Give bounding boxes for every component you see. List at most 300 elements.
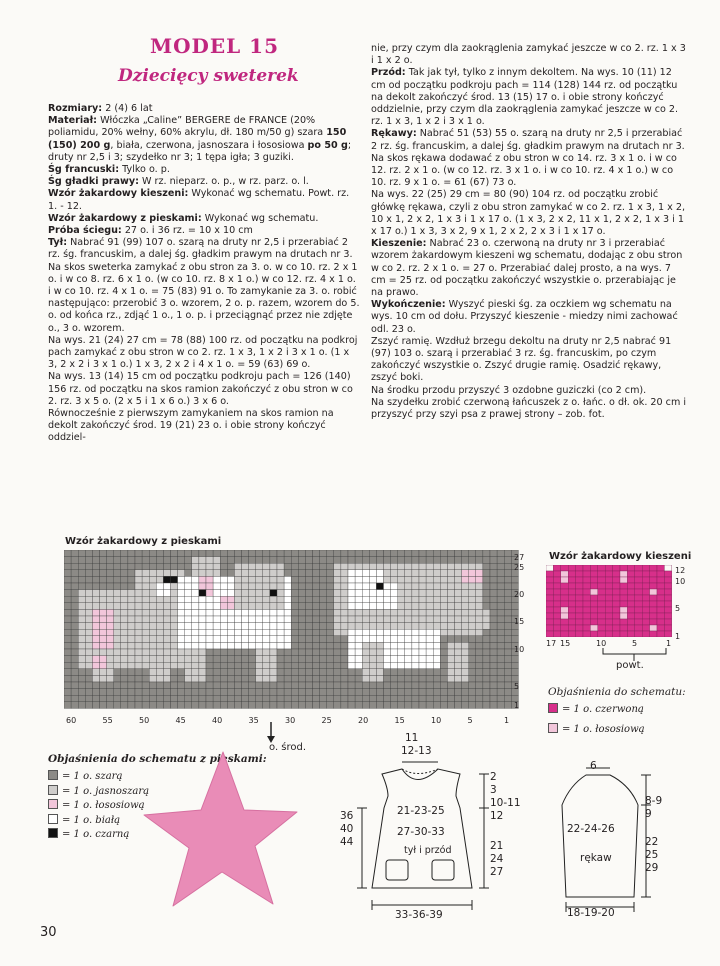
stitch-cell <box>320 695 327 702</box>
stitch-cell <box>440 702 447 709</box>
stitch-cell <box>469 596 476 603</box>
stitch-cell <box>92 603 99 610</box>
stitch-cell <box>178 675 185 682</box>
stitch-cell <box>483 642 490 649</box>
paragraph <box>48 408 360 445</box>
stitch-cell <box>483 636 490 643</box>
stitch-cell <box>483 669 490 676</box>
stitch-cell <box>391 702 398 709</box>
stitch-cell <box>71 702 78 709</box>
stitch-cell <box>192 576 199 583</box>
text-run: Tak jak tył, tylko z innym dekoltem. Na wys. 10 (11) 12 cm od początku podkroju pach = 114 (128) 144 rz. od początku na dekolt zakończyć środ. 13 (15) 17 o. i obie strony kończyć oddzielnie, przy czym dla zaokrąglenia zamykać jeszcze w co 2. rz. 1 x 3, 1 x 2 i 3 x 1 o. <box>371 67 679 128</box>
stitch-cell <box>270 642 277 649</box>
stitch-cell <box>114 689 121 696</box>
stitch-cell <box>142 583 149 590</box>
stitch-cell <box>128 682 135 689</box>
stitch-cell <box>284 603 291 610</box>
stitch-cell <box>270 629 277 636</box>
stitch-cell <box>121 656 128 663</box>
stitch-cell <box>171 649 178 656</box>
stitch-cell <box>185 675 192 682</box>
stitch-cell <box>206 557 213 564</box>
stitch-cell <box>426 642 433 649</box>
stitch-cell <box>598 631 605 637</box>
stitch-cell <box>376 656 383 663</box>
stitch-cell <box>412 616 419 623</box>
stitch-cell <box>590 619 597 625</box>
stitch-cell <box>100 649 107 656</box>
stitch-cell <box>100 550 107 557</box>
stitch-cell <box>605 571 612 577</box>
stitch-cell <box>178 702 185 709</box>
stitch-cell <box>220 590 227 597</box>
stitch-cell <box>583 577 590 583</box>
stitch-cell <box>270 662 277 669</box>
stitch-cell <box>583 607 590 613</box>
stitch-cell <box>92 662 99 669</box>
stitch-cell <box>391 695 398 702</box>
stitch-cell <box>419 669 426 676</box>
stitch-cell <box>156 590 163 597</box>
section-label: Wykończenie: <box>371 299 446 311</box>
stitch-cell <box>263 616 270 623</box>
stitch-cell <box>213 649 220 656</box>
stitch-cell <box>142 695 149 702</box>
stitch-cell <box>234 603 241 610</box>
stitch-cell <box>412 623 419 630</box>
stitch-cell <box>426 563 433 570</box>
stitch-cell <box>391 642 398 649</box>
stitch-cell <box>199 623 206 630</box>
stitch-cell <box>114 596 121 603</box>
stitch-cell <box>107 563 114 570</box>
stitch-cell <box>426 603 433 610</box>
stitch-cell <box>64 570 71 577</box>
stitch-cell <box>341 563 348 570</box>
stitch-cell <box>419 563 426 570</box>
stitch-cell <box>142 636 149 643</box>
stitch-cell <box>128 702 135 709</box>
stitch-cell <box>376 636 383 643</box>
stitch-cell <box>376 596 383 603</box>
stitch-cell <box>270 576 277 583</box>
stitch-cell <box>664 571 671 577</box>
stitch-cell <box>206 649 213 656</box>
x-tick-label: 5 <box>467 716 473 725</box>
stitch-cell <box>234 570 241 577</box>
stitch-cell <box>561 601 568 607</box>
stitch-cell <box>149 570 156 577</box>
stitch-cell <box>497 616 504 623</box>
stitch-cell <box>227 576 234 583</box>
stitch-cell <box>469 689 476 696</box>
stitch-cell <box>206 603 213 610</box>
stitch-cell <box>135 682 142 689</box>
stitch-cell <box>263 609 270 616</box>
stitch-cell <box>114 623 121 630</box>
stitch-cell <box>627 583 634 589</box>
stitch-cell <box>376 570 383 577</box>
stitch-cell <box>635 577 642 583</box>
stitch-cell <box>114 682 121 689</box>
stitch-cell <box>376 603 383 610</box>
stitch-cell <box>85 590 92 597</box>
stitch-cell <box>327 590 334 597</box>
body-length-a: 21 <box>490 840 504 852</box>
stitch-cell <box>355 675 362 682</box>
stitch-cell <box>206 695 213 702</box>
stitch-cell <box>249 695 256 702</box>
stitch-cell <box>178 642 185 649</box>
stitch-cell <box>398 662 405 669</box>
stitch-cell <box>469 656 476 663</box>
stitch-cell <box>277 590 284 597</box>
stitch-cell <box>128 550 135 557</box>
stitch-cell <box>483 583 490 590</box>
stitch-cell <box>71 590 78 597</box>
stitch-cell <box>78 636 85 643</box>
stitch-cell <box>334 642 341 649</box>
stitch-cell <box>277 623 284 630</box>
stitch-cell <box>256 675 263 682</box>
stitch-cell <box>469 629 476 636</box>
stitch-cell <box>355 609 362 616</box>
stitch-cell <box>561 565 568 571</box>
stitch-cell <box>270 695 277 702</box>
stitch-cell <box>256 570 263 577</box>
stitch-cell <box>419 557 426 564</box>
stitch-cell <box>635 595 642 601</box>
stitch-cell <box>213 629 220 636</box>
stitch-cell <box>483 656 490 663</box>
paragraph <box>48 213 360 225</box>
neck-width-dim: 12-13 <box>401 745 432 757</box>
stitch-cell <box>650 583 657 589</box>
section-label: Próba ściegu: <box>48 225 122 237</box>
stitch-cell <box>114 570 121 577</box>
stitch-cell <box>462 675 469 682</box>
star-decoration <box>140 748 300 920</box>
stitch-cell <box>71 616 78 623</box>
stitch-cell <box>391 596 398 603</box>
stitch-cell <box>284 623 291 630</box>
stitch-cell <box>220 629 227 636</box>
stitch-cell <box>64 609 71 616</box>
stitch-cell <box>227 616 234 623</box>
stitch-cell <box>511 583 518 590</box>
stitch-cell <box>298 656 305 663</box>
stitch-cell <box>121 662 128 669</box>
stitch-cell <box>605 613 612 619</box>
stitch-cell <box>327 675 334 682</box>
stitch-cell <box>242 583 249 590</box>
sleeve-cap-b: 9 <box>645 808 652 820</box>
stitch-cell <box>64 583 71 590</box>
stitch-cell <box>92 695 99 702</box>
stitch-cell <box>234 550 241 557</box>
stitch-cell <box>85 576 92 583</box>
stitch-cell <box>277 557 284 564</box>
stitch-cell <box>291 662 298 669</box>
stitch-cell <box>384 590 391 597</box>
stitch-cell <box>405 609 412 616</box>
stitch-cell <box>142 656 149 663</box>
stitch-cell <box>305 702 312 709</box>
stitch-cell <box>163 596 170 603</box>
stitch-cell <box>398 669 405 676</box>
stitch-cell <box>462 702 469 709</box>
stitch-cell <box>447 550 454 557</box>
stitch-cell <box>497 675 504 682</box>
stitch-cell <box>561 631 568 637</box>
stitch-cell <box>462 689 469 696</box>
stitch-cell <box>327 603 334 610</box>
paragraph <box>48 335 360 372</box>
stitch-cell <box>178 623 185 630</box>
stitch-cell <box>92 629 99 636</box>
stitch-cell <box>199 583 206 590</box>
stitch-cell <box>114 557 121 564</box>
stitch-cell <box>114 576 121 583</box>
stitch-cell <box>440 649 447 656</box>
legend-label: = 1 o. łososiową <box>62 800 145 811</box>
stitch-cell <box>605 595 612 601</box>
legend-label: = 1 o. czarną <box>62 829 130 840</box>
stitch-cell <box>490 609 497 616</box>
stitch-cell <box>497 563 504 570</box>
stitch-cell <box>476 557 483 564</box>
stitch-cell <box>291 669 298 676</box>
stitch-cell <box>256 669 263 676</box>
stitch-cell <box>590 613 597 619</box>
stitch-cell <box>369 649 376 656</box>
stitch-cell <box>185 603 192 610</box>
stitch-cell <box>405 590 412 597</box>
stitch-cell <box>546 625 553 631</box>
stitch-cell <box>249 629 256 636</box>
stitch-cell <box>440 662 447 669</box>
stitch-cell <box>199 570 206 577</box>
stitch-cell <box>341 596 348 603</box>
stitch-cell <box>504 642 511 649</box>
stitch-cell <box>171 675 178 682</box>
stitch-cell <box>362 563 369 570</box>
stitch-cell <box>114 642 121 649</box>
stitch-cell <box>242 629 249 636</box>
stitch-cell <box>398 623 405 630</box>
stitch-cell <box>206 682 213 689</box>
stitch-cell <box>199 596 206 603</box>
stitch-cell <box>476 669 483 676</box>
stitch-cell <box>433 662 440 669</box>
stitch-cell <box>462 662 469 669</box>
stitch-cell <box>334 616 341 623</box>
stitch-cell <box>92 675 99 682</box>
stitch-cell <box>497 649 504 656</box>
stitch-cell <box>405 695 412 702</box>
stitch-cell <box>627 589 634 595</box>
text-run: Nabrać 91 (99) 107 o. szarą na druty nr 2,5 i przerabiać 2 rz. śg. francuskim, a dalej śg. gładkim prawym na drutach nr 3. Na skos sweterka zamykać z obu stron za 3. o. w co 10. rz. 2 x 1 o. i w co 8. rz. 6 x 1 o. (w co 10. rz. 8 x 1 o.) w co 12. rz. 4 x 1 o. i w co 10. rz. 4 x 1 o. = 75 (83) 91 o. To zamykanie za 3. o. robić następująco: przerobić 3 o. wzorem, 2 o. p. razem, wzorem do 5. o. od końca rz., zdjąć 1 o., 1 o. p. i przeciągnąć przez nie zdjęte o., 3 o. wzorem. <box>48 237 360 334</box>
stitch-cell <box>206 675 213 682</box>
stitch-cell <box>199 656 206 663</box>
stitch-cell <box>100 609 107 616</box>
stitch-cell <box>455 656 462 663</box>
stitch-cell <box>263 675 270 682</box>
sleeve-top-dim: 6 <box>590 760 597 772</box>
stitch-cell <box>419 702 426 709</box>
stitch-cell <box>242 702 249 709</box>
stitch-cell <box>490 656 497 663</box>
stitch-cell <box>149 702 156 709</box>
stitch-cell <box>121 682 128 689</box>
stitch-cell <box>440 576 447 583</box>
stitch-cell <box>391 570 398 577</box>
stitch-cell <box>227 656 234 663</box>
stitch-cell <box>334 557 341 564</box>
stitch-cell <box>334 656 341 663</box>
stitch-cell <box>362 603 369 610</box>
stitch-cell <box>270 623 277 630</box>
stitch-cell <box>605 625 612 631</box>
stitch-cell <box>298 576 305 583</box>
stitch-cell <box>92 583 99 590</box>
stitch-cell <box>433 583 440 590</box>
stitch-cell <box>263 662 270 669</box>
stitch-cell <box>163 675 170 682</box>
stitch-cell <box>320 689 327 696</box>
stitch-cell <box>483 616 490 623</box>
stitch-cell <box>657 589 664 595</box>
stitch-cell <box>398 695 405 702</box>
stitch-cell <box>476 689 483 696</box>
stitch-cell <box>327 656 334 663</box>
stitch-cell <box>78 596 85 603</box>
section-label: Rozmiary: <box>48 103 103 114</box>
stitch-cell <box>85 675 92 682</box>
stitch-cell <box>227 583 234 590</box>
stitch-cell <box>398 689 405 696</box>
stitch-cell <box>327 689 334 696</box>
stitch-cell <box>313 590 320 597</box>
stitch-cell <box>149 642 156 649</box>
stitch-cell <box>78 669 85 676</box>
stitch-cell <box>149 689 156 696</box>
stitch-cell <box>64 590 71 597</box>
stitch-cell <box>92 682 99 689</box>
stitch-cell <box>171 656 178 663</box>
stitch-cell <box>433 656 440 663</box>
stitch-cell <box>298 583 305 590</box>
stitch-cell <box>490 570 497 577</box>
stitch-cell <box>391 656 398 663</box>
text-run: 27 o. i 36 rz. = 10 x 10 cm <box>121 225 253 237</box>
stitch-cell <box>627 565 634 571</box>
stitch-cell <box>476 675 483 682</box>
stitch-cell <box>291 576 298 583</box>
stitch-cell <box>620 565 627 571</box>
stitch-cell <box>242 682 249 689</box>
stitch-cell <box>121 629 128 636</box>
stitch-cell <box>121 576 128 583</box>
stitch-cell <box>242 570 249 577</box>
text-run: nie, przy czym dla zaokrąglenia zamykać jeszcze w co 2. rz. 1 x 3 i 1 x 2 o. <box>371 43 686 67</box>
body-length-b: 24 <box>490 853 504 865</box>
stitch-cell <box>412 636 419 643</box>
stitch-cell <box>469 583 476 590</box>
stitch-cell <box>92 563 99 570</box>
stitch-cell <box>391 557 398 564</box>
stitch-cell <box>476 636 483 643</box>
stitch-cell <box>128 642 135 649</box>
stitch-cell <box>313 689 320 696</box>
stitch-cell <box>426 682 433 689</box>
stitch-cell <box>598 601 605 607</box>
stitch-cell <box>135 689 142 696</box>
stitch-cell <box>298 689 305 696</box>
stitch-cell <box>376 590 383 597</box>
stitch-cell <box>504 629 511 636</box>
stitch-cell <box>156 603 163 610</box>
paragraph <box>371 189 687 238</box>
stitch-cell <box>249 576 256 583</box>
stitch-cell <box>298 557 305 564</box>
stitch-cell <box>497 583 504 590</box>
stitch-cell <box>369 563 376 570</box>
stitch-cell <box>242 616 249 623</box>
stitch-cell <box>249 689 256 696</box>
stitch-cell <box>121 616 128 623</box>
stitch-cell <box>490 669 497 676</box>
stitch-cell <box>504 669 511 676</box>
stitch-cell <box>362 570 369 577</box>
stitch-cell <box>156 675 163 682</box>
stitch-cell <box>142 623 149 630</box>
stitch-cell <box>362 649 369 656</box>
stitch-cell <box>568 583 575 589</box>
stitch-cell <box>277 616 284 623</box>
stitch-cell <box>100 576 107 583</box>
stitch-cell <box>121 570 128 577</box>
stitch-cell <box>192 642 199 649</box>
stitch-cell <box>78 689 85 696</box>
stitch-cell <box>114 583 121 590</box>
stitch-cell <box>405 616 412 623</box>
stitch-cell <box>149 669 156 676</box>
stitch-cell <box>497 636 504 643</box>
stitch-cell <box>171 702 178 709</box>
stitch-cell <box>320 609 327 616</box>
stitch-cell <box>305 675 312 682</box>
legend-item <box>548 723 645 735</box>
stitch-cell <box>185 596 192 603</box>
stitch-cell <box>426 609 433 616</box>
stitch-cell <box>142 570 149 577</box>
stitch-cell <box>149 636 156 643</box>
stitch-cell <box>341 675 348 682</box>
sleeve-part-label: rękaw <box>580 852 612 864</box>
stitch-cell <box>327 550 334 557</box>
color-swatch <box>548 723 558 733</box>
stitch-cell <box>497 609 504 616</box>
stitch-cell <box>664 601 671 607</box>
stitch-cell <box>291 563 298 570</box>
stitch-cell <box>462 603 469 610</box>
stitch-cell <box>270 702 277 709</box>
stitch-cell <box>298 570 305 577</box>
stitch-cell <box>78 609 85 616</box>
stitch-cell <box>504 570 511 577</box>
stitch-cell <box>71 656 78 663</box>
